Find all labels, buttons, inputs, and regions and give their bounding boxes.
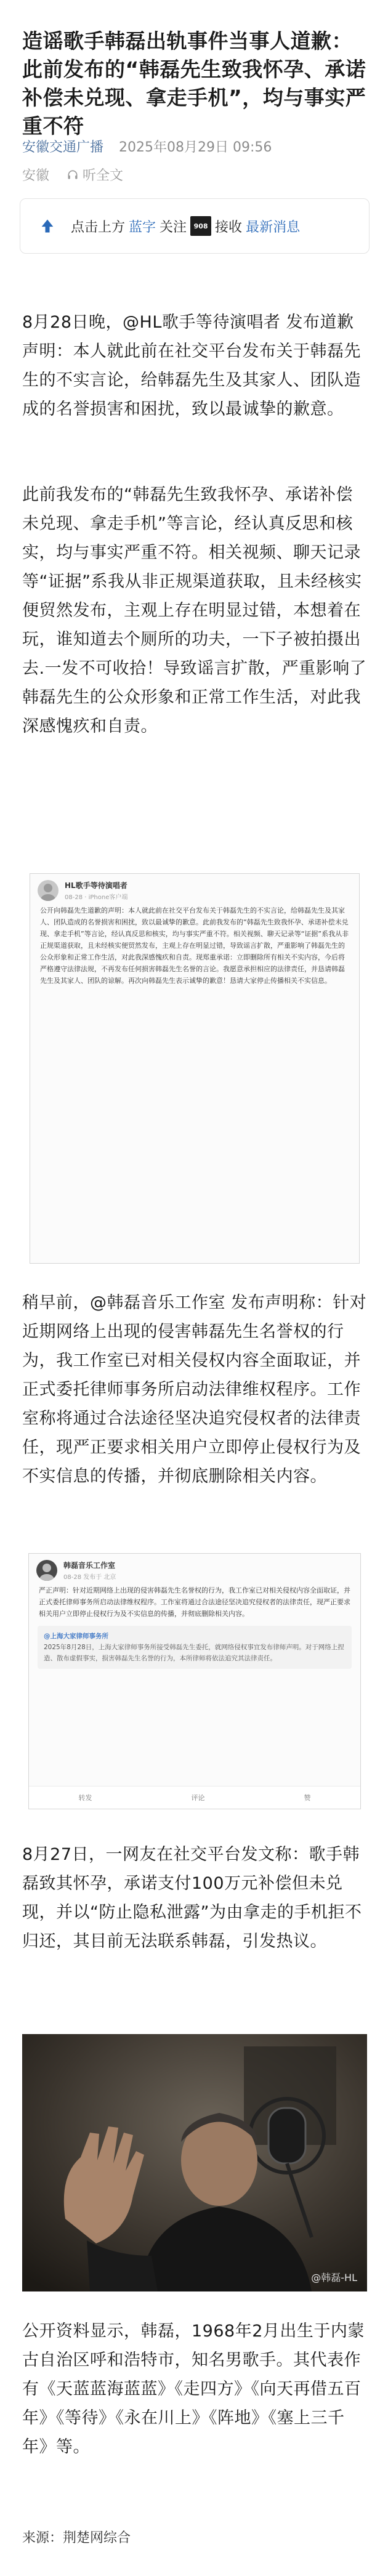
- post-header: [30, 874, 359, 905]
- quoted-author: @上海大家律师事务所: [44, 1633, 108, 1640]
- paragraph-2: 此前我发布的“韩磊先生致我怀孕、承诺补偿未兑现、拿走手机”等言论，经认真反思和核实，均与事实严重不符。相关视频、聊天记录等“证据”系我从非正规渠道获取，且未经核实便贸然发布，主观上存在明显过错，本想着在玩，谁知道去个厕所的功夫，一下子被拍摄出去.一发不可收拾！导致谣言扩散，严重影响了韩磊先生的公众形象和正常工作生活，对此我深感愧疚和自责。: [22, 485, 367, 736]
- paragraph-5: 公开资料显示，韩磊，1968年2月出生于内蒙古自治区呼和浩特市，知名男歌手。其代表作有《天蓝蓝海蓝蓝》《走四方》《向天再借五百年》《等待》《永在川上》《阵地》《塞上三千年》等。: [22, 2322, 365, 2457]
- article-title: 造谣歌手韩磊出轨事件当事人道歉：此前发布的“韩磊先生致我怀孕、承诺补偿未兑现、拿走手机”，均与事实严重不符: [22, 29, 366, 138]
- source-name-link[interactable]: 安徽交通广播: [22, 140, 104, 155]
- photo-watermark: @韩磊-HL: [311, 2272, 357, 2283]
- studio-statement-screenshot: [28, 1553, 361, 1809]
- singer-photo: [22, 2034, 367, 2291]
- comment-button[interactable]: 评论: [191, 1794, 205, 1802]
- blue-text-link[interactable]: 蓝字: [129, 219, 156, 235]
- paragraph-4: 8月27日，一网友在社交平台发文称：歌手韩磊致其怀孕，承诺支付100万元补偿但未兑现，并以“防止隐私泄露”为由拿走的手机拒不归还，其目前无法联系韩磊，引发热议。: [22, 1845, 362, 1951]
- post-time: 08-28 发布于 北京: [63, 1574, 116, 1581]
- latest-news-link[interactable]: 最新消息: [246, 219, 301, 235]
- receive-text: 接收: [215, 219, 243, 235]
- post-text: 严正声明：针对近期网络上出现的侵害韩磊先生名誉权的行为，我工作室已对相关侵权内容全面取证，并正式委托律师事务所启动法律维权程序。工作室将通过合法途径坚决追究侵权者的法律责任，现严正要求相关用户立即停止侵权行为及不实信息的传播，并彻底删除相关内容。: [39, 1586, 350, 1618]
- singer-photo-illustration: [22, 2034, 367, 2291]
- quoted-text: 2025年8月28日，上海大家律师事务所接受韩磊先生委托，就网络侵权事宜发布律师声明。对于网络上捏造、散布虚假事实，损害韩磊先生名誉的行为，本所律师将依法追究其法律责任。: [44, 1644, 344, 1662]
- post-header: [29, 1554, 360, 1585]
- avatar: [38, 880, 59, 901]
- post-author: 韩磊音乐工作室: [63, 1561, 116, 1570]
- article-meta: [22, 137, 272, 156]
- follow-prefix: 点击上方: [71, 219, 126, 235]
- publish-date: 2025年08月29日 09:56: [119, 140, 272, 155]
- article-source: 来源：荆楚网综合: [22, 2530, 131, 2546]
- post-time: 08-28 · iPhone客户端: [65, 894, 128, 901]
- paragraph-1: 8月28日晚，@HL歌手等待演唱者 发布道歉声明：本人就此前在社交平台发布关于韩磊先生的不实言论，给韩磊先生及其家人、团队造成的名誉损害和困扰，致以最诚挚的歉意。: [22, 313, 361, 419]
- station-badge-icon: 908: [190, 216, 211, 236]
- post-action-bar: [29, 1786, 360, 1809]
- quoted-post[interactable]: [38, 1626, 352, 1669]
- article-meta-secondary: [22, 165, 123, 184]
- follow-text: 关注: [160, 219, 187, 235]
- avatar: [36, 1560, 57, 1581]
- repost-button[interactable]: 转发: [78, 1794, 92, 1802]
- location-text: 安徽: [22, 168, 50, 184]
- apology-post-screenshot: [30, 873, 360, 1264]
- like-button[interactable]: 赞: [304, 1794, 311, 1802]
- post-author: HL歌手等待演唱者: [65, 881, 127, 890]
- up-arrow-icon: [39, 217, 56, 235]
- headphones-icon[interactable]: [67, 169, 79, 181]
- paragraph-3: 稍早前，@韩磊音乐工作室 发布声明称：针对近期网络上出现的侵害韩磊先生名誉权的行为，我工作室已对相关侵权内容全面取证，并正式委托律师事务所启动法律维权程序。工作室称将通过合法途径坚决追究侵权者的法律责任，现严正要求相关用户立即停止侵权行为及不实信息的传播，并彻底删除相关内容。: [22, 1293, 367, 1486]
- post-text: 公开向韩磊先生道歉的声明：本人就此前在社交平台发布关于韩磊先生的不实言论，给韩磊先生及其家人、团队造成的名誉损害和困扰，致以最诚挚的歉意。此前我发布的“韩磊先生致我怀孕、承诺补偿未兑现、拿走手机”等言论，经认真反思和核实，均与事实严重不符。相关视频、聊天记录等“证据”系我从非正规渠道获取，且未经核实便贸然发布，主观上存在明显过错，导致谣言扩散，严重影响了韩磊先生的公众形象和正常工作生活，对此我深感愧疚和自责。现郑重承诺：立即删除所有相关不实内容，今后将严格遵守法律法规，不再发布任何损害韩磊先生名誉的言论。我愿意承担相应的法律责任，并恳请韩磊先生及其家人、团队的谅解。再次向韩磊先生表示诚挚的歉意！恳请大家停止传播相关不实信息。: [40, 906, 349, 985]
- listen-full-text-button[interactable]: 听全文: [83, 168, 124, 184]
- follow-banner-text: [71, 216, 300, 236]
- follow-banner[interactable]: [20, 198, 370, 254]
